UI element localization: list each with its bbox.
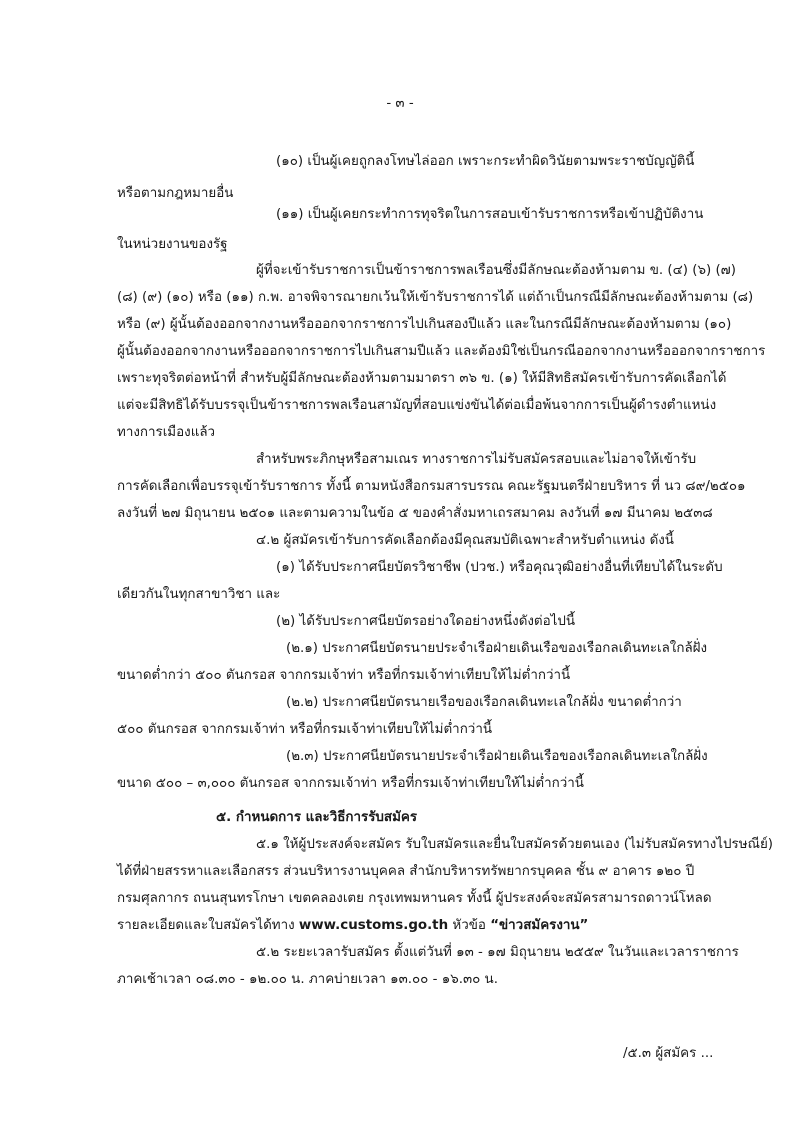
- text-line: ผู้นั้นต้องออกจากงานหรือออกจากราชการไปเกินสามปีแล้ว และต้องมิใช่เป็นกรณีออกจากงานหรือออกจากราชการ: [117, 344, 766, 359]
- text-line: (๑๐) เป็นผู้เคยถูกลงโทษไล่ออก เพราะกระทำผิดวินัยตามพระราชบัญญัตินี้: [276, 154, 695, 169]
- text-line: ลงวันที่ ๒๗ มิถุนายน ๒๕๐๑ และตามความในข้อ ๕ ของคำสั่งมหาเถรสมาคม ลงวันที่ ๑๗ มีนาคม ๒๕๓๘: [117, 506, 713, 521]
- text-line: ได้ที่ฝ่ายสรรหาและเลือกสรร ส่วนบริหารงานบุคคล สำนักบริหารทรัพยากรบุคคล ชั้น ๙ อาคาร ๑๒๐ ปี: [117, 864, 695, 879]
- text-line: (๑๑) เป็นผู้เคยกระทำการทุจริตในการสอบเข้ารับราชการหรือเข้าปฏิบัติงาน: [276, 207, 704, 222]
- text-line: หรือ (๙) ผู้นั้นต้องออกจากงานหรือออกจากราชการไปเกินสองปีแล้ว และในกรณีมีลักษณะต้องห้ามตาม (๑๐): [117, 317, 732, 332]
- text-fragment: หัวข้อ: [452, 918, 486, 933]
- text-line: (๘) (๙) (๑๐) หรือ (๑๑) ก.พ. อาจพิจารณายกเว้นให้เข้ารับราชการได้ แต่ถ้าเป็นกรณีมีลักษณะต้องห้ามตาม (๘): [117, 290, 754, 305]
- text-line: การคัดเลือกเพื่อบรรจุเข้ารับราชการ ทั้งนี้ ตามหนังสือกรมสารบรรณ คณะรัฐมนตรีฝ่ายบริหาร ที่ นว ๘๙/๒๕๐๑: [117, 479, 746, 494]
- text-line: ขนาดต่ำกว่า ๕๐๐ ตันกรอส จากกรมเจ้าท่า หรือที่กรมเจ้าท่าเทียบให้ไม่ต่ำกว่านี้: [117, 668, 571, 683]
- text-line: (๒.๑) ประกาศนียบัตรนายประจำเรือฝ่ายเดินเรือของเรือกลเดินทะเลใกล้ฝั่ง: [286, 641, 708, 656]
- text-line: ๔.๒ ผู้สมัครเข้ารับการคัดเลือกต้องมีคุณสมบัติเฉพาะสำหรับตำแหน่ง ดังนี้: [256, 533, 674, 548]
- text-line: (๒.๒) ประกาศนียบัตรนายเรือของเรือกลเดินทะเลใกล้ฝั่ง ขนาดต่ำกว่า: [286, 695, 682, 710]
- text-line: ภาคเช้าเวลา ๐๘.๓๐ - ๑๒.๐๐ น. ภาคบ่ายเวลา ๑๓.๐๐ - ๑๖.๓๐ น.: [117, 972, 498, 987]
- text-line: เดียวกันในทุกสาขาวิชา และ: [117, 587, 281, 602]
- text-line: (๒) ได้รับประกาศนียบัตรอย่างใดอย่างหนึ่งดังต่อไปนี้: [276, 614, 576, 629]
- text-line: หรือตามกฎหมายอื่น: [117, 186, 234, 201]
- text-fragment: รายละเอียดและใบสมัครได้ทาง: [117, 918, 295, 933]
- section-heading: ๕. กำหนดการ และวิธีการรับสมัคร: [216, 810, 418, 825]
- text-line: ขนาด ๕๐๐ – ๓,๐๐๐ ตันกรอส จากกรมเจ้าท่า หรือที่กรมเจ้าท่าเทียบให้ไม่ต่ำกว่านี้: [117, 776, 584, 791]
- text-line: กรมศุลกากร ถนนสุนทรโกษา เขตคลองเตย กรุงเทพมหานคร ทั้งนี้ ผู้ประสงค์จะสมัครสามารถดาวน์โหลด: [117, 891, 712, 906]
- text-line: [117, 916, 588, 936]
- page-number: - ๓ -: [386, 96, 414, 111]
- website-url: www.customs.go.th: [298, 918, 449, 933]
- text-line: (๒.๓) ประกาศนียบัตรนายประจำเรือฝ่ายเดินเรือของเรือกลเดินทะเลใกล้ฝั่ง: [286, 749, 708, 764]
- text-line: ๕๐๐ ตันกรอส จากกรมเจ้าท่า หรือที่กรมเจ้าท่าเทียบให้ไม่ต่ำกว่านี้: [117, 722, 492, 737]
- continuation-marker: /๕.๓ ผู้สมัคร ...: [623, 1046, 714, 1061]
- text-line: ผู้ที่จะเข้ารับราชการเป็นข้าราชการพลเรือนซึ่งมีลักษณะต้องห้ามตาม ข. (๔) (๖) (๗): [256, 263, 736, 278]
- text-line: ในหน่วยงานของรัฐ: [117, 237, 228, 252]
- text-line: แต่จะมีสิทธิได้รับบรรจุเป็นข้าราชการพลเรือนสามัญที่สอบแข่งขันได้ต่อเมื่อพ้นจากการเป็นผู้ดำรงตำแหน่ง: [117, 398, 717, 413]
- text-line: ทางการเมืองแล้ว: [117, 425, 216, 440]
- text-line: ๕.๒ ระยะเวลารับสมัคร ตั้งแต่วันที่ ๑๓ - ๑๗ มิถุนายน ๒๕๕๙ ในวันและเวลาราชการ: [256, 945, 739, 960]
- text-line: สำหรับพระภิกษุหรือสามเณร ทางราชการไม่รับสมัครสอบและไม่อาจให้เข้ารับ: [256, 452, 697, 467]
- text-line: (๑) ได้รับประกาศนียบัตรวิชาชีพ (ปวช.) หรือคุณวุฒิอย่างอื่นที่เทียบได้ในระดับ: [276, 560, 723, 575]
- text-line: ๕.๑ ให้ผู้ประสงค์จะสมัคร รับใบสมัครและยื่นใบสมัครด้วยตนเอง (ไม่รับสมัครทางไปรษณีย์): [256, 837, 774, 852]
- text-line: เพราะทุจริตต่อหน้าที่ สำหรับผู้มีลักษณะต้องห้ามตามมาตรา ๓๖ ข. (๑) ให้มีสิทธิสมัครเข้ารับการคัดเลือกได้: [117, 371, 727, 386]
- news-heading-quote: “ข่าวสมัครงาน”: [490, 918, 589, 933]
